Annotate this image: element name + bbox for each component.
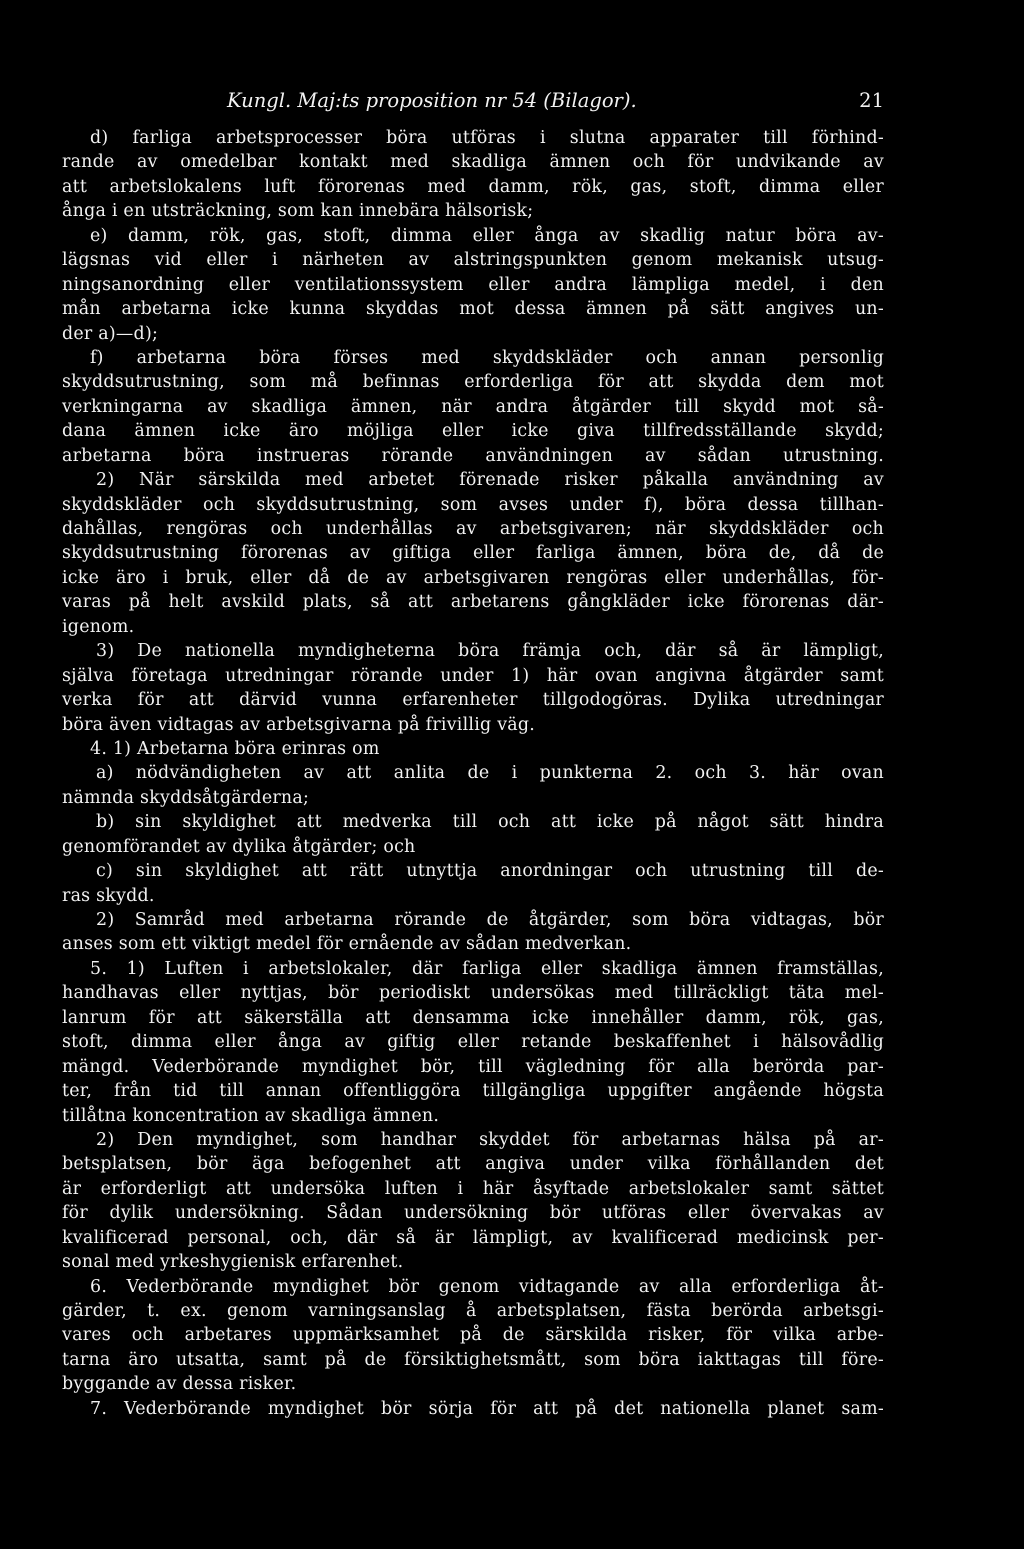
text-line: 2) När särskilda med arbetet förenade risker påkalla användning av: [96, 470, 884, 491]
text-line: stoft, dimma eller ånga av giftig eller retande beskaffenhet i hälsovådlig: [62, 1032, 884, 1053]
text-line: tillåtna koncentration av skadliga ämnen.: [62, 1105, 440, 1126]
text-line: skyddsutrustning, som må befinnas erforderliga för att skydda dem mot: [62, 372, 884, 393]
text-line: tarna äro utsatta, samt på de försiktighetsmått, som böra iakttagas till före-: [62, 1349, 884, 1370]
text-line: f) arbetarna böra förses med skyddskläder och annan personlig: [90, 347, 884, 368]
text-line: 4. 1) Arbetarna böra erinras om: [90, 738, 380, 759]
text-line: själva företaga utredningar rörande under 1) här ovan angivna åtgärder samt: [62, 665, 884, 686]
text-line: d) farliga arbetsprocesser böra utföras i slutna apparater till förhind-: [90, 128, 884, 148]
text-line: byggande av dessa risker.: [62, 1374, 297, 1395]
text-line: 5. 1) Luften i arbetslokaler, där farliga eller skadliga ämnen framställas,: [90, 958, 884, 979]
text-line: 7. Vederbörande myndighet bör sörja för att på det nationella planet sam-: [90, 1398, 884, 1419]
text-line: nämnda skyddsåtgärderna;: [62, 787, 310, 808]
text-line: 2) Samråd med arbetarna rörande de åtgärder, som böra vidtagas, bör: [96, 910, 884, 930]
text-line: der a)—d);: [62, 323, 159, 344]
text-line: arbetarna böra instrueras rörande användningen av sådan utrustning.: [62, 445, 884, 466]
text-line: ningsanordning eller ventilationssystem eller andra lämpliga medel, i den: [62, 274, 884, 295]
text-line: 2) Den myndighet, som handhar skyddet för arbetarnas hälsa på ar-: [96, 1129, 884, 1150]
text-line: vares och arbetares uppmärksamhet på de särskilda risker, för vilka arbe-: [62, 1325, 884, 1346]
text-line: icke äro i bruk, eller då de av arbetsgivaren rengöras eller underhållas, för-: [62, 567, 884, 588]
text-line: skyddsutrustning förorenas av giftiga eller farliga ämnen, böra de, då de: [62, 543, 884, 564]
text-line: genomförandet av dylika åtgärder; och: [62, 836, 416, 857]
text-line: gärder, t. ex. genom varningsanslag å arbetsplatsen, fästa berörda arbetsgi-: [62, 1301, 884, 1321]
text-line: b) sin skyldighet att medverka till och att icke på något sätt hindra: [96, 812, 884, 833]
text-line: ter, från tid till annan offentliggöra tillgängliga uppgifter angående högsta: [62, 1081, 884, 1102]
text-line: dana ämnen icke äro möjliga eller icke giva tillfredsställande skydd;: [62, 421, 884, 442]
text-line: mån arbetarna icke kunna skyddas mot dessa ämnen på sätt angives un-: [62, 299, 884, 320]
text-line: c) sin skyldighet att rätt utnyttja anordningar och utrustning till de-: [96, 861, 884, 882]
text-line: böra även vidtagas av arbetsgivarna på frivillig väg.: [62, 714, 536, 735]
text-line: 6. Vederbörande myndighet bör genom vidtagande av alla erforderliga åt-: [90, 1276, 884, 1297]
text-line: igenom.: [62, 616, 135, 637]
text-line: ånga i en utsträckning, som kan innebära hälsorisk;: [62, 201, 534, 222]
text-line: e) damm, rök, gas, stoft, dimma eller ånga av skadlig natur böra av-: [90, 225, 884, 246]
text-line: för dylik undersökning. Sådan undersökning bör utföras eller övervakas av: [62, 1203, 884, 1224]
text-line: kvalificerad personal, och, där så är lämpligt, av kvalificerad medicinsk per-: [62, 1227, 884, 1248]
text-line: a) nödvändigheten av att anlita de i punkterna 2. och 3. här ovan: [96, 763, 884, 784]
text-line: rande av omedelbar kontakt med skadliga ämnen och för undvikande av: [62, 152, 884, 173]
text-line: att arbetslokalens luft förorenas med damm, rök, gas, stoft, dimma eller: [62, 176, 884, 197]
text-line: dahållas, rengöras och underhållas av arbetsgivaren; när skyddskläder och: [62, 519, 884, 539]
text-line: 3) De nationella myndigheterna böra främja och, där så är lämpligt,: [96, 641, 884, 662]
text-line: mängd. Vederbörande myndighet bör, till vägledning för alla berörda par-: [62, 1056, 884, 1077]
text-line: verkningarna av skadliga ämnen, när andra åtgärder till skydd mot så-: [62, 396, 884, 417]
text-line: verka för att därvid vunna erfarenheter tillgodogöras. Dylika utredningar: [62, 690, 884, 711]
text-line: ras skydd.: [62, 885, 155, 906]
text-line: sonal med yrkeshygienisk erfarenhet.: [62, 1252, 404, 1273]
text-line: är erforderligt att undersöka luften i här åsyftade arbetslokaler samt sättet: [62, 1178, 884, 1199]
text-line: handhavas eller nyttjas, bör periodiskt undersökas med tillräckligt täta mel-: [62, 983, 884, 1004]
body-text: [62, 126, 884, 1421]
text-line: varas på helt avskild plats, så att arbetarens gångkläder icke förorenas där-: [62, 592, 884, 613]
text-line: betsplatsen, bör äga befogenhet att angiva under vilka förhållanden det: [62, 1154, 884, 1175]
page-number: 21: [859, 89, 884, 112]
text-line: anses som ett viktigt medel för ernående av sådan medverkan.: [62, 934, 632, 955]
running-title: Kungl. Maj:ts proposition nr 54 (Bilagor).: [227, 89, 637, 112]
text-line: lägsnas vid eller i närheten av alstringspunkten genom mekanisk utsug-: [62, 250, 884, 271]
text-line: skyddskläder och skyddsutrustning, som avses under f), böra dessa tillhan-: [62, 494, 884, 515]
page-header: [62, 86, 884, 116]
text-line: lanrum för att säkerställa att densamma icke innehåller damm, rök, gas,: [62, 1007, 884, 1028]
